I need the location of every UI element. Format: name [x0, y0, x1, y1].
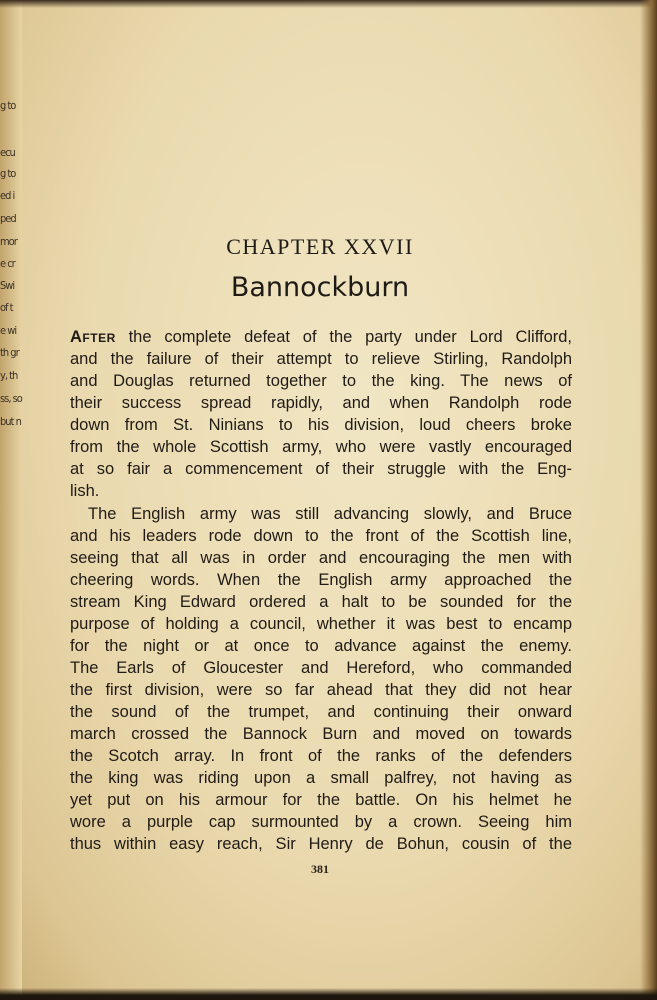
text-line: at so fair a commencement of their struggle with the Eng- — [70, 460, 572, 478]
drop-word: After — [70, 328, 116, 346]
bleed-text: e wi — [0, 324, 17, 337]
bleed-text: ped — [0, 212, 16, 225]
text-line: seeing that all was in order and encouraging the men with — [70, 549, 572, 567]
text-line: stream King Edward ordered a halt to be sounded for the — [70, 593, 572, 611]
text-line: the Scotch array. In front of the ranks of the defenders — [70, 747, 572, 765]
page-top-shadow — [0, 0, 657, 8]
paragraph-1 — [70, 326, 572, 502]
text-line: yet put on his armour for the battle. On his helmet he — [70, 791, 572, 809]
bleed-text: g to — [0, 99, 16, 112]
facing-page-gutter — [0, 0, 22, 1000]
text-line: thus within easy reach, Sir Henry de Bohun, cousin of the — [70, 835, 572, 853]
text-line: purpose of holding a council, whether it was best to encamp — [70, 615, 572, 633]
text-line: and the failure of their attempt to relieve Stirling, Randolph — [70, 350, 572, 368]
bleed-text: Swi — [0, 279, 15, 292]
text-line: lish. — [70, 482, 100, 500]
bleed-text: th gr — [0, 346, 19, 359]
text-line: march crossed the Bannock Burn and moved on towards — [70, 725, 572, 743]
bleed-text: but n — [0, 415, 21, 428]
text-line: and Douglas returned together to the king. The news of — [70, 372, 572, 390]
text-line: their success spread rapidly, and when Randolph rode — [70, 394, 572, 412]
page-number: 381 — [311, 862, 329, 876]
text-line: cheering words. When the English army approached the — [70, 571, 572, 589]
bleed-text: ss, so — [0, 392, 22, 405]
text-line: down from St. Ninians to his division, loud cheers broke — [70, 416, 572, 434]
paragraph-2 — [70, 503, 572, 855]
text-line: After the complete defeat of the party under Lord Clifford, — [70, 328, 573, 346]
text-line: for the night or at once to advance against the enemy. — [70, 637, 572, 655]
text-line: wore a purple cap surmounted by a crown. Seeing him — [70, 813, 572, 831]
page-bottom-shadow — [0, 988, 657, 1000]
text-line: from the whole Scottish army, who were vastly encouraged — [70, 438, 572, 456]
chapter-number: CHAPTER XXVII — [226, 234, 414, 259]
bleed-text: mor — [0, 235, 17, 248]
bleed-text: of t — [0, 301, 13, 314]
bleed-text: e cr — [0, 257, 15, 270]
chapter-title: Bannockburn — [230, 272, 410, 303]
bleed-text: ed i — [0, 189, 15, 202]
text-line: and his leaders rode down to the front of the Scottish line, — [70, 527, 572, 545]
page-right-edge — [640, 0, 657, 1000]
text-line: the sound of the trumpet, and continuing their onward — [70, 703, 572, 721]
text-line: The Earls of Gloucester and Hereford, who commanded — [70, 659, 572, 677]
bleed-text: ecu — [0, 146, 15, 159]
bleed-text: y, th — [0, 369, 18, 382]
text-line: the king was riding upon a small palfrey, not having as — [70, 769, 572, 787]
text-line: The English army was still advancing slowly, and Bruce — [88, 505, 572, 523]
bleed-text: g to — [0, 167, 16, 180]
text-line: the first division, were so far ahead that they did not hear — [70, 681, 572, 699]
